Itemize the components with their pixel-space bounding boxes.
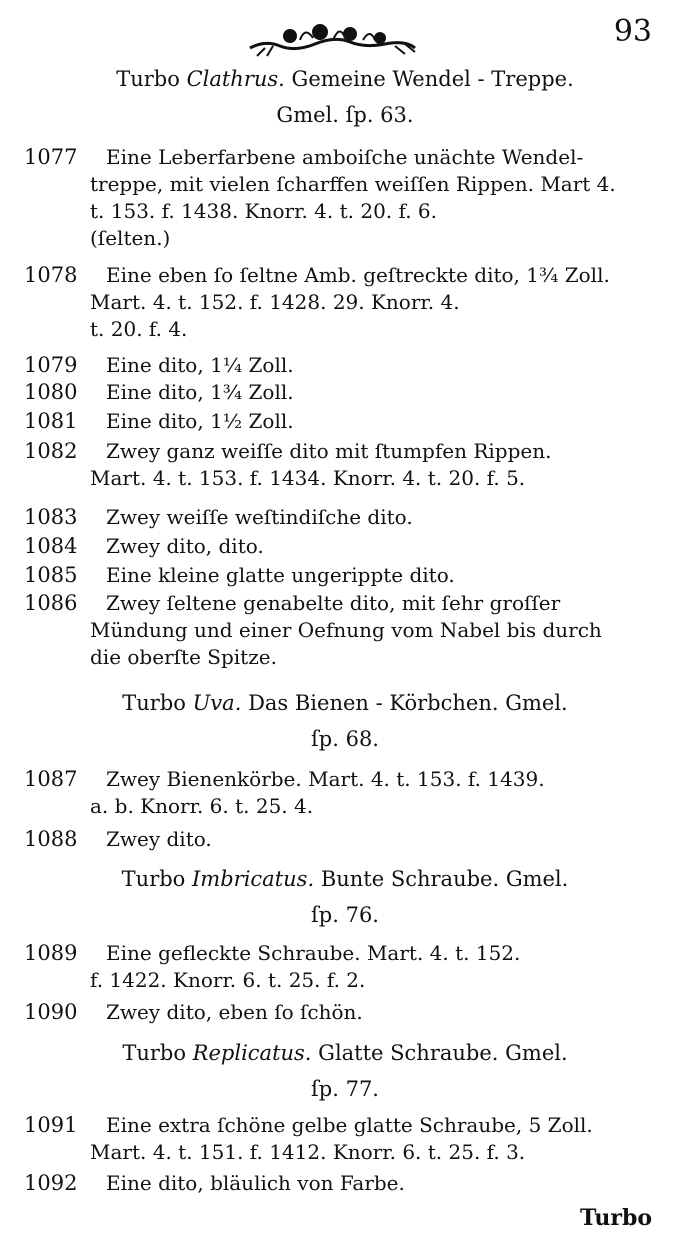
catalog-entry-1077 [24,144,664,252]
section-heading-replicatus [0,1040,690,1066]
catalog-entry-1082 [24,438,664,492]
entry-line: Zwey Bienenkörbe. Mart. 4. t. 153. f. 1439. [106,767,545,791]
entry-number: 1091 [24,1113,78,1137]
entry-number: 1084 [24,534,78,558]
species-name: Clathrus. [186,67,285,91]
section-reference: ſp. 76. [311,903,379,927]
entry-number: 1085 [24,563,78,587]
genus-name: Turbo [122,1041,186,1065]
entry-number: 1086 [24,591,78,615]
section-heading-imbricatus [0,866,690,892]
entry-line: Zwey dito, eben ſo ſchön. [106,1000,363,1024]
entry-line: treppe, mit vielen ſcharffen weiſſen Rippen. Mart 4. [90,172,616,196]
entry-line: Mart. 4. t. 153. f. 1434. Knorr. 4. t. 20. f. 5. [90,466,526,490]
section-heading-uva [0,690,690,716]
entry-line: Eine dito, 1¼ Zoll. [106,353,294,377]
catalog-entry-1079 [24,352,664,379]
common-name: Das Bienen - Körbchen. Gmel. [248,691,568,715]
catalog-entry-1088 [24,826,664,853]
entry-line: Eine dito, 1¾ Zoll. [106,380,294,404]
species-name: Replicatus. [192,1041,312,1065]
catchword: Turbo [580,1205,652,1231]
entry-line: Mündung und einer Oefnung vom Nabel bis durch [90,618,602,642]
genus-name: Turbo [121,867,186,891]
entry-line: Eine Leberfarbene amboiſche unächte Wendel- [106,145,584,169]
entry-line: Mart. 4. t. 152. f. 1428. 29. Knorr. 4. [90,290,460,314]
catalog-entry-1078 [24,262,664,343]
entry-line: Eine eben ſo ſeltne Amb. geſtreckte dito, 1¾ Zoll. [106,263,610,287]
catalog-entry-1081 [24,408,664,435]
entry-number: 1081 [24,409,78,433]
catalog-entry-1085 [24,562,664,589]
entry-line: Zwey ganz weiſſe dito mit ſtumpfen Rippen. [106,439,552,463]
species-name: Uva. [192,691,242,715]
catalog-entry-1084 [24,533,664,560]
entry-line: Zwey dito, dito. [106,534,264,558]
entry-line: Zwey ſeltene genabelte dito, mit ſehr groſſer [106,591,561,615]
catalog-entry-1091 [24,1112,664,1166]
page-number: 93 [613,14,652,49]
entry-line: die oberſte Spitze. [90,645,277,669]
entry-line: Eine gefleckte Schraube. Mart. 4. t. 152. [106,941,521,965]
genus-name: Turbo [122,691,186,715]
entry-line: t. 20. f. 4. [90,317,188,341]
entry-number: 1077 [24,145,78,169]
entry-number: 1079 [24,353,78,377]
entry-line: Eine dito, bläulich von Farbe. [106,1171,405,1195]
section-reference: ſp. 68. [311,727,379,751]
entry-number: 1083 [24,505,78,529]
entry-number: 1089 [24,941,78,965]
entry-line: Zwey weiſſe weſtindiſche dito. [106,505,413,529]
common-name: Glatte Schraube. Gmel. [318,1041,568,1065]
catalog-entry-1089 [24,940,664,994]
catalog-entry-1083 [24,504,664,531]
entry-line: Zwey dito. [106,827,212,851]
catalog-entry-1087 [24,766,664,820]
entry-number: 1088 [24,827,78,851]
entry-line: f. 1422. Knorr. 6. t. 25. f. 2. [90,968,366,992]
catalog-entry-1080 [24,379,664,406]
common-name: Bunte Schraube. Gmel. [320,867,569,891]
entry-number: 1082 [24,439,78,463]
entry-line: Eine kleine glatte ungerippte dito. [106,563,455,587]
entry-number: 1090 [24,1000,78,1024]
common-name: Gemeine Wendel - Treppe. [291,67,574,91]
species-name: Imbricatus. [192,867,315,891]
catalog-entry-1090 [24,999,664,1026]
entry-line: a. b. Knorr. 6. t. 25. 4. [90,794,314,818]
floral-ornament-icon [245,18,420,58]
section-reference: Gmel. ſp. 63. [276,103,414,127]
entry-number: 1078 [24,263,78,287]
entry-number: 1087 [24,767,78,791]
entry-number: 1080 [24,380,78,404]
catalog-entry-1086 [24,590,664,671]
entry-number: 1092 [24,1171,78,1195]
catalog-entry-1092 [24,1170,664,1197]
entry-line: (ſelten.) [90,226,171,250]
genus-name: Turbo [116,67,180,91]
section-reference: ſp. 77. [311,1077,379,1101]
entry-line: Mart. 4. t. 151. f. 1412. Knorr. 6. t. 25. f. 3. [90,1140,526,1164]
entry-line: t. 153. f. 1438. Knorr. 4. t. 20. f. 6. [90,199,438,223]
entry-line: Eine dito, 1½ Zoll. [106,409,294,433]
section-heading-clathrus [0,66,690,92]
entry-line: Eine extra ſchöne gelbe glatte Schraube, 5 Zoll. [106,1113,593,1137]
